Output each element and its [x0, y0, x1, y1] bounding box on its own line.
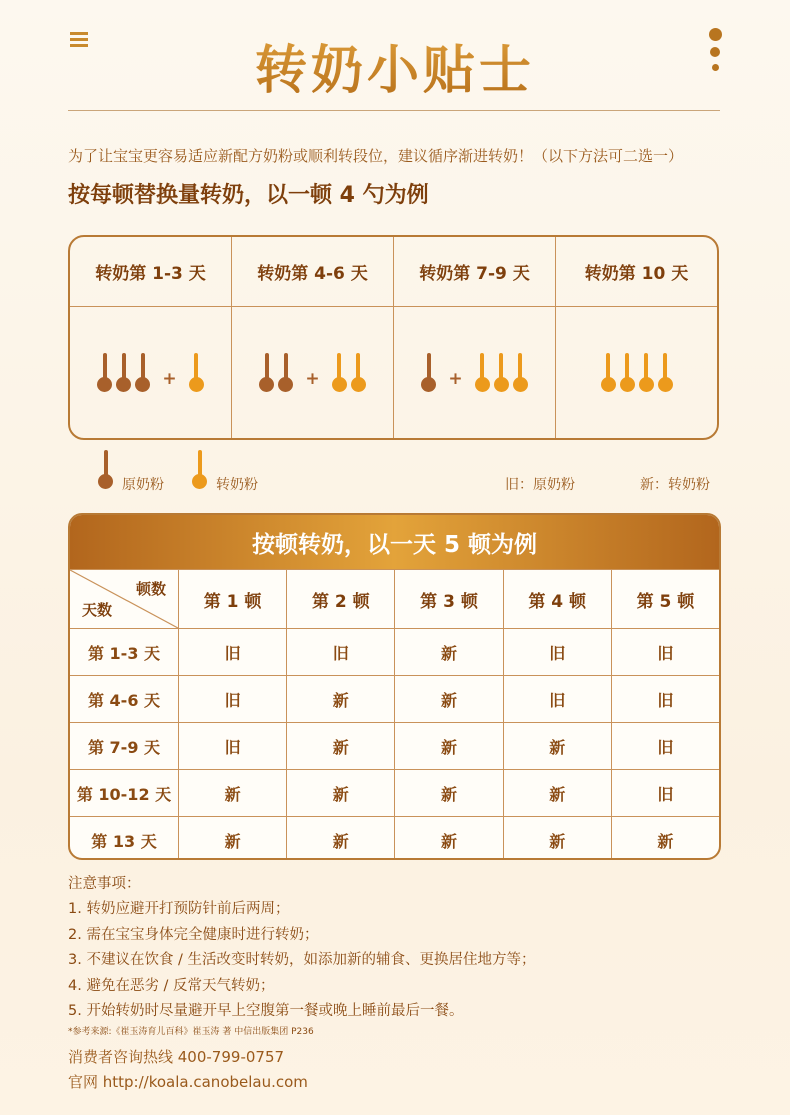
- meal-cell: 新: [395, 629, 503, 675]
- old-formula-spoon-icon: [259, 353, 274, 393]
- legend-new-key: 新：转奶粉: [640, 477, 710, 493]
- meal-cell: 旧: [504, 629, 612, 675]
- table-row: [70, 628, 719, 675]
- old-formula-spoon-icon: [116, 353, 131, 393]
- meal-cell: 新: [395, 676, 503, 722]
- meal-cell: 新: [657, 831, 674, 851]
- legend-new: [190, 450, 258, 493]
- meal-cell: 旧: [179, 676, 287, 722]
- corner-meals-label: 顿数: [135, 580, 166, 598]
- old-formula-spoon-icon: [97, 353, 112, 393]
- note-item: 1. 转奶应避开打预防针前后两周；: [68, 901, 290, 918]
- table-row: [70, 722, 719, 769]
- meal-cell: 旧: [657, 690, 674, 710]
- hotline: 消费者咨询热线 400-799-0757: [68, 1048, 285, 1066]
- meal-cell: 新: [287, 817, 395, 860]
- new-formula-spoon-icon: [332, 353, 347, 393]
- new-formula-spoon-icon: [494, 353, 509, 393]
- meal-cell: 旧: [657, 643, 674, 663]
- old-formula-spoon-icon: [278, 353, 293, 393]
- scoop-cell-2: [232, 307, 394, 439]
- meal-cell: 新: [395, 770, 503, 816]
- new-formula-spoon-icon: [513, 353, 528, 393]
- meal-cell: 新: [395, 723, 503, 769]
- contact-info: [68, 1045, 308, 1095]
- meal-cell: 新: [395, 817, 503, 860]
- website-link[interactable]: 官网 http://koala.canobelau.com: [68, 1073, 308, 1091]
- page-title: 转奶小贴士: [0, 28, 790, 103]
- scoop-header-3: 转奶第 7-9 天: [394, 237, 556, 306]
- note-item: 4. 避免在恶劣 / 反常天气转奶；: [68, 977, 275, 994]
- meal-header-1: 第 1 顿: [179, 570, 287, 628]
- meal-cell: 旧: [504, 676, 612, 722]
- new-formula-spoon-icon: [189, 353, 204, 393]
- legend-new-label: 转奶粉: [216, 477, 258, 493]
- meal-table: [68, 513, 721, 860]
- meal-cell: 新: [179, 817, 287, 860]
- new-formula-spoon-icon: [658, 353, 673, 393]
- meal-header-5: 第 5 顿: [636, 591, 695, 612]
- corner-header-cell: [70, 570, 179, 628]
- reference-source: *参考来源:《崔玉涛育儿百科》崔玉涛 著 中信出版集团 P236: [68, 1027, 314, 1038]
- day-range-cell: 第 4-6 天: [70, 676, 179, 722]
- scoop-cell-4: [556, 307, 717, 439]
- day-range-cell: 第 10-12 天: [70, 770, 179, 816]
- new-formula-spoon-icon: [639, 353, 654, 393]
- notes-heading: 注意事项：: [68, 876, 141, 892]
- plus-sign: +: [162, 369, 177, 389]
- meal-table-title: 按顿转奶，以一天 5 顿为例: [70, 515, 719, 569]
- note-item: 5. 开始转奶时尽量避开早上空腹第一餐或晚上睡前最后一餐。: [68, 1003, 464, 1020]
- scoop-cell-3: [394, 307, 556, 439]
- meal-header-3: 第 3 顿: [395, 570, 503, 628]
- old-formula-spoon-icon: [98, 450, 113, 490]
- new-formula-spoon-icon: [351, 353, 366, 393]
- new-formula-spoon-icon: [475, 353, 490, 393]
- new-formula-spoon-icon: [192, 450, 207, 490]
- notes: [68, 872, 536, 1040]
- scoop-cell-1: [70, 307, 232, 439]
- meal-cell: 旧: [179, 629, 287, 675]
- meal-cell: 新: [287, 770, 395, 816]
- method1-heading: 按每顿替换量转奶，以一顿 4 勺为例: [68, 183, 429, 208]
- legend-old-key: 旧：原奶粉: [505, 477, 575, 493]
- corner-days-label: 天数: [82, 601, 113, 619]
- meal-cell: 新: [179, 770, 287, 816]
- legend-old-label: 原奶粉: [122, 477, 164, 493]
- table-row: [70, 769, 719, 816]
- note-item: 3. 不建议在饮食 / 生活改变时转奶，如添加新的辅食、更换居住地方等；: [68, 952, 536, 969]
- scoop-table: [68, 235, 719, 440]
- scoop-header-2: 转奶第 4-6 天: [232, 237, 394, 306]
- legend-old: [96, 450, 164, 493]
- meal-cell: 旧: [287, 629, 395, 675]
- new-formula-spoon-icon: [601, 353, 616, 393]
- meal-cell: 旧: [657, 784, 674, 804]
- old-formula-spoon-icon: [421, 353, 436, 393]
- meal-header-4: 第 4 顿: [504, 570, 612, 628]
- plus-sign: +: [448, 369, 463, 389]
- new-formula-spoon-icon: [620, 353, 635, 393]
- meal-cell: 新: [504, 817, 612, 860]
- table-row: [70, 816, 719, 860]
- meal-cell: 新: [504, 770, 612, 816]
- old-formula-spoon-icon: [135, 353, 150, 393]
- meal-cell: 新: [504, 723, 612, 769]
- meal-cell: 旧: [179, 723, 287, 769]
- meal-cell: 新: [287, 676, 395, 722]
- plus-sign: +: [305, 369, 320, 389]
- day-range-cell: 第 13 天: [70, 817, 179, 860]
- meal-header-2: 第 2 顿: [287, 570, 395, 628]
- title-divider: [68, 110, 720, 111]
- meal-cell: 旧: [657, 737, 674, 757]
- day-range-cell: 第 1-3 天: [70, 629, 179, 675]
- scoop-header-4: 转奶第 10 天: [584, 264, 689, 284]
- intro-text: 为了让宝宝更容易适应新配方奶粉或顺利转段位，建议循序渐进转奶！（以下方法可二选一）: [68, 147, 684, 165]
- note-item: 2. 需在宝宝身体完全健康时进行转奶；: [68, 926, 319, 943]
- table-row: [70, 675, 719, 722]
- scoop-header-1: 转奶第 1-3 天: [70, 237, 232, 306]
- meal-cell: 新: [287, 723, 395, 769]
- day-range-cell: 第 7-9 天: [70, 723, 179, 769]
